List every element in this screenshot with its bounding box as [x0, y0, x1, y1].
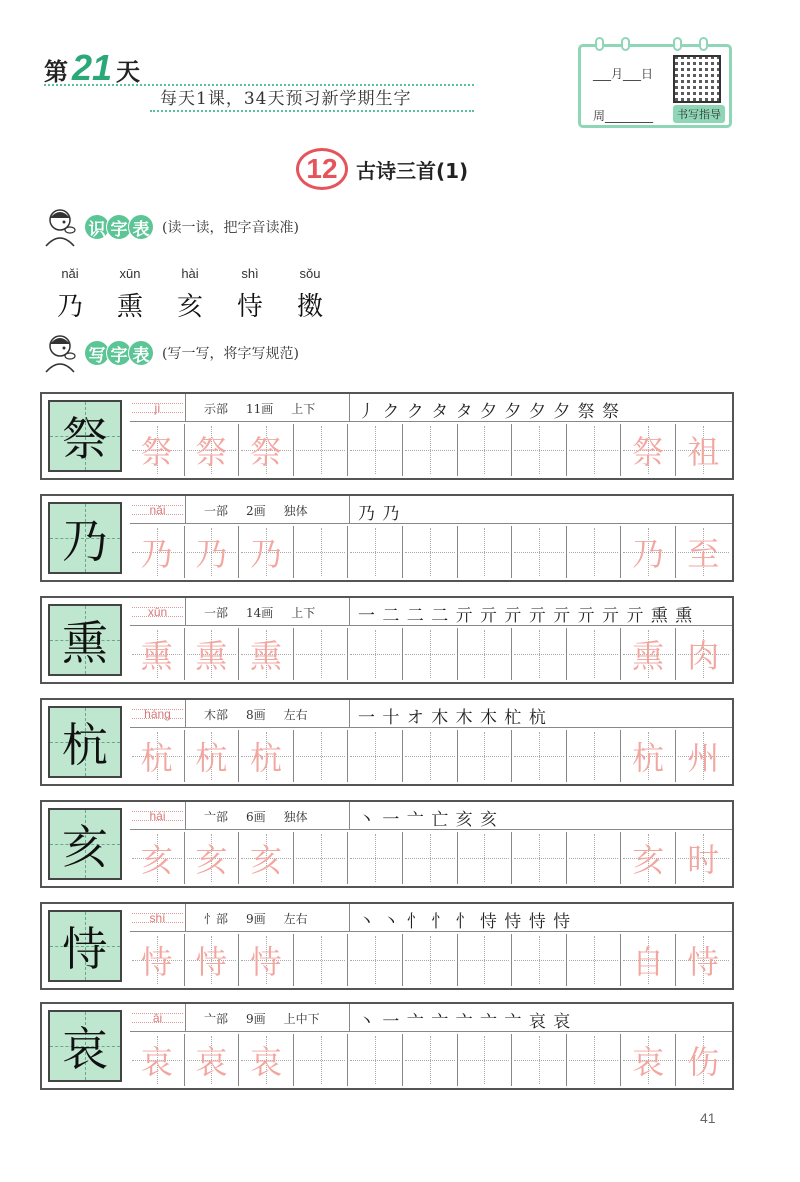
write-section-header	[40, 332, 299, 374]
character-info-row	[130, 1004, 732, 1032]
structure: 左右	[283, 707, 308, 722]
strokes-count: 11画	[246, 401, 274, 416]
pinyin: nǎi	[61, 266, 79, 281]
practice-cell[interactable]	[403, 1034, 458, 1086]
practice-cell[interactable]	[294, 1034, 349, 1086]
practice-cell[interactable]	[294, 730, 349, 782]
practice-cell[interactable]	[185, 934, 240, 986]
practice-cell[interactable]	[403, 628, 458, 680]
practice-cell[interactable]	[348, 1034, 403, 1086]
recognize-item	[100, 266, 160, 323]
trace-character: 哀	[195, 1043, 228, 1081]
practice-cell[interactable]	[458, 832, 513, 884]
trace-character: 恃	[140, 943, 173, 981]
practice-cell[interactable]	[403, 526, 458, 578]
practice-cell[interactable]	[239, 628, 294, 680]
pinyin-box[interactable]: hài	[130, 802, 186, 830]
trace-character: 哀	[632, 1043, 665, 1081]
practice-grid	[130, 628, 731, 680]
pinyin-box[interactable]: shì	[130, 904, 186, 932]
practice-cell[interactable]	[348, 730, 403, 782]
practice-cell[interactable]	[458, 424, 513, 476]
model-character-box	[48, 1010, 122, 1082]
practice-cell[interactable]	[621, 1034, 676, 1086]
practice-cell[interactable]	[185, 832, 240, 884]
strokes-count: 2画	[246, 503, 266, 518]
character: 擞	[296, 292, 323, 322]
trace-character: 乃	[249, 535, 282, 573]
badge-char: 字	[106, 214, 132, 240]
practice-cell[interactable]	[621, 730, 676, 782]
character: 亥	[176, 292, 203, 322]
pinyin: hài	[181, 266, 199, 281]
practice-cell[interactable]	[185, 1034, 240, 1086]
trace-character: 至	[687, 535, 720, 573]
model-character: 熏	[62, 616, 108, 670]
motto: 每天1课，34天预习新学期生字	[160, 89, 412, 109]
radical: 忄部	[204, 911, 229, 926]
badge-char: 识	[84, 214, 110, 240]
date-card	[578, 44, 732, 128]
practice-cell[interactable]	[348, 628, 403, 680]
practice-cell[interactable]	[676, 1034, 731, 1086]
practice-cell[interactable]	[294, 934, 349, 986]
weekday-field: 周________	[593, 109, 654, 123]
writing-block	[40, 392, 734, 480]
trace-character: 亥	[140, 841, 173, 879]
trace-character: 祭	[195, 433, 228, 471]
recognize-item	[280, 266, 340, 323]
practice-cell[interactable]	[676, 424, 731, 476]
page-number: 41	[700, 1110, 716, 1126]
practice-cell[interactable]	[403, 730, 458, 782]
character-info-row	[130, 802, 732, 830]
practice-cell[interactable]	[130, 1034, 185, 1086]
stroke-order: 丶 丶 忄 忄 忄 恃 恃 恃 恃	[358, 912, 572, 932]
practice-cell[interactable]	[567, 424, 622, 476]
practice-cell[interactable]	[239, 1034, 294, 1086]
model-character: 乃	[62, 514, 108, 568]
binder-ring	[673, 37, 682, 51]
practice-grid	[130, 1034, 731, 1086]
recognize-item	[160, 266, 220, 323]
practice-cell[interactable]	[676, 628, 731, 680]
qr-code-icon[interactable]	[673, 55, 721, 103]
day-number: 21	[72, 47, 113, 88]
radical: 示部	[204, 401, 229, 416]
child-writing-icon	[40, 332, 82, 374]
practice-cell[interactable]	[567, 730, 622, 782]
radical: 一部	[204, 605, 229, 620]
practice-cell[interactable]	[512, 1034, 567, 1086]
trace-character: 祖	[687, 433, 720, 471]
model-character: 祭	[62, 412, 108, 466]
trace-character: 杭	[249, 739, 282, 777]
practice-cell[interactable]	[239, 424, 294, 476]
practice-cell[interactable]	[676, 526, 731, 578]
practice-cell[interactable]	[458, 526, 513, 578]
character-info-row	[130, 700, 732, 728]
structure: 左右	[283, 911, 308, 926]
character-info-row	[130, 394, 732, 422]
trace-character: 祭	[249, 433, 282, 471]
practice-cell[interactable]	[512, 424, 567, 476]
stroke-order: 一 十 オ 木 木 木 杧 杭	[358, 708, 547, 728]
practice-cell[interactable]	[458, 730, 513, 782]
recognize-item	[220, 266, 280, 323]
write-note: (写一写，将字写规范)	[162, 346, 299, 362]
practice-cell[interactable]	[348, 424, 403, 476]
strokes-count: 8画	[246, 707, 266, 722]
practice-cell[interactable]	[239, 526, 294, 578]
practice-cell[interactable]	[294, 526, 349, 578]
structure: 独体	[283, 809, 308, 824]
practice-cell[interactable]	[458, 934, 513, 986]
stroke-order: 乃 乃	[358, 504, 401, 524]
writing-block	[40, 902, 734, 990]
pinyin-box[interactable]: āi	[130, 1004, 186, 1032]
lesson-title	[296, 148, 468, 190]
practice-cell[interactable]	[567, 934, 622, 986]
trace-character: 祭	[140, 433, 173, 471]
trace-character: 时	[687, 841, 720, 879]
practice-cell[interactable]	[676, 934, 731, 986]
character-meta	[186, 904, 350, 932]
pinyin-box[interactable]: jì	[130, 394, 186, 422]
pinyin-box[interactable]: xūn	[130, 598, 186, 626]
trace-character: 恃	[687, 943, 720, 981]
practice-cell[interactable]	[403, 424, 458, 476]
character: 乃	[56, 292, 83, 322]
radical: 亠部	[204, 809, 229, 824]
practice-grid	[130, 934, 731, 986]
stroke-order: 一 二 二 二 亓 亓 亓 亓 亓 亓 亓 亓 熏 熏	[358, 606, 694, 626]
date-field: ___月___日	[593, 67, 654, 81]
pinyin-box[interactable]: háng	[130, 700, 186, 728]
trace-character: 亥	[632, 841, 665, 879]
character: 熏	[116, 292, 143, 322]
character-meta	[186, 700, 350, 728]
model-character: 杭	[62, 718, 108, 772]
practice-cell[interactable]	[512, 730, 567, 782]
lesson-name: 古诗三首(1)	[356, 158, 469, 183]
trace-character: 祭	[632, 433, 665, 471]
practice-cell[interactable]	[348, 934, 403, 986]
practice-cell[interactable]	[512, 628, 567, 680]
model-character-box	[48, 502, 122, 574]
practice-cell[interactable]	[130, 730, 185, 782]
child-reading-icon	[40, 206, 82, 248]
character-info-row	[130, 496, 732, 524]
practice-cell[interactable]	[130, 628, 185, 680]
stroke-order: 丶 一 亠 亡 亥 亥	[358, 810, 499, 830]
structure: 上中下	[283, 1011, 320, 1026]
practice-cell[interactable]	[676, 832, 731, 884]
model-character-box	[48, 604, 122, 676]
trace-character: 州	[687, 739, 720, 777]
badge-char: 字	[106, 340, 132, 366]
recognize-note: (读一读，把字音读准)	[162, 220, 299, 236]
trace-character: 哀	[249, 1043, 282, 1081]
radical: 亠部	[204, 1011, 229, 1026]
practice-cell[interactable]	[512, 526, 567, 578]
practice-cell[interactable]	[185, 526, 240, 578]
practice-cell[interactable]	[567, 628, 622, 680]
practice-grid	[130, 424, 731, 476]
strokes-count: 9画	[246, 911, 266, 926]
practice-cell[interactable]	[567, 832, 622, 884]
pinyin: shì	[241, 266, 259, 281]
practice-cell[interactable]	[621, 628, 676, 680]
trace-character: 乃	[632, 535, 665, 573]
motto-underline	[150, 110, 474, 112]
practice-cell[interactable]	[294, 424, 349, 476]
practice-cell[interactable]	[294, 832, 349, 884]
model-character: 亥	[62, 820, 108, 874]
practice-cell[interactable]	[348, 526, 403, 578]
strokes-count: 14画	[246, 605, 274, 620]
practice-grid	[130, 526, 731, 578]
practice-cell[interactable]	[294, 628, 349, 680]
badge-char: 写	[84, 340, 110, 366]
character-meta	[186, 598, 350, 626]
binder-ring	[621, 37, 630, 51]
writing-block	[40, 1002, 734, 1090]
practice-cell[interactable]	[185, 424, 240, 476]
practice-cell[interactable]	[239, 832, 294, 884]
practice-cell[interactable]	[130, 424, 185, 476]
stroke-order: 丿 ク ク タ タ 夕 夕 夕 夕 祭 祭	[358, 402, 621, 422]
strokes-count: 9画	[246, 1011, 266, 1026]
trace-character: 自	[632, 943, 665, 981]
model-character-box	[48, 400, 122, 472]
trace-character: 熏	[632, 637, 665, 675]
trace-character: 恃	[195, 943, 228, 981]
practice-cell[interactable]	[403, 934, 458, 986]
model-character-box	[48, 910, 122, 982]
trace-character: 亥	[249, 841, 282, 879]
practice-cell[interactable]	[621, 934, 676, 986]
day-prefix: 第	[44, 57, 68, 86]
binder-ring	[699, 37, 708, 51]
practice-cell[interactable]	[185, 730, 240, 782]
character-meta	[186, 496, 350, 524]
writing-block	[40, 800, 734, 888]
trace-character: 杭	[632, 739, 665, 777]
trace-character: 乃	[140, 535, 173, 573]
practice-cell[interactable]	[676, 730, 731, 782]
practice-cell[interactable]	[567, 526, 622, 578]
model-character: 恃	[62, 922, 108, 976]
pinyin: xūn	[119, 266, 141, 281]
structure: 上下	[291, 605, 316, 620]
badge-char: 表	[128, 214, 154, 240]
strokes-count: 6画	[246, 809, 266, 824]
practice-cell[interactable]	[239, 730, 294, 782]
practice-cell[interactable]	[458, 1034, 513, 1086]
trace-character: 亥	[195, 841, 228, 879]
practice-cell[interactable]	[567, 1034, 622, 1086]
trace-character: 恃	[249, 943, 282, 981]
day-title	[44, 47, 141, 88]
practice-cell[interactable]	[512, 934, 567, 986]
practice-cell[interactable]	[621, 424, 676, 476]
practice-cell[interactable]	[348, 832, 403, 884]
day-suffix: 天	[116, 57, 141, 86]
trace-character: 哀	[140, 1043, 173, 1081]
character-info-row	[130, 598, 732, 626]
structure: 独体	[283, 503, 308, 518]
recognize-badge	[84, 214, 150, 240]
write-badge	[84, 340, 150, 366]
trace-character: 熏	[195, 637, 228, 675]
pinyin-box[interactable]: nǎi	[130, 496, 186, 524]
pinyin: sǒu	[299, 266, 321, 281]
recognize-list	[40, 266, 340, 323]
trace-character: 熏	[140, 637, 173, 675]
writing-block	[40, 596, 734, 684]
badge-char: 表	[128, 340, 154, 366]
trace-character: 杭	[140, 739, 173, 777]
recognize-item	[40, 266, 100, 323]
character-meta	[186, 1004, 350, 1032]
practice-cell[interactable]	[458, 628, 513, 680]
character-meta	[186, 394, 350, 422]
radical: 木部	[204, 707, 229, 722]
practice-cell[interactable]	[403, 832, 458, 884]
trace-character: 伤	[687, 1043, 720, 1081]
binder-ring	[595, 37, 604, 51]
practice-cell[interactable]	[130, 934, 185, 986]
trace-character: 肉	[687, 637, 720, 675]
character-meta	[186, 802, 350, 830]
trace-character: 杭	[195, 739, 228, 777]
character-info-row	[130, 904, 732, 932]
practice-cell[interactable]	[512, 832, 567, 884]
practice-cell[interactable]	[621, 832, 676, 884]
lesson-number: 12	[296, 148, 348, 190]
practice-grid	[130, 730, 731, 782]
practice-cell[interactable]	[239, 934, 294, 986]
model-character-box	[48, 706, 122, 778]
model-character: 哀	[62, 1022, 108, 1076]
practice-grid	[130, 832, 731, 884]
practice-cell[interactable]	[185, 628, 240, 680]
writing-block	[40, 698, 734, 786]
writing-block	[40, 494, 734, 582]
character: 恃	[236, 292, 263, 322]
qr-label: 书写指导	[673, 105, 725, 123]
practice-cell[interactable]	[130, 832, 185, 884]
stroke-order: 丶 一 亠 亠 亠 亠 亠 哀 哀	[358, 1012, 572, 1032]
structure: 上下	[291, 401, 316, 416]
trace-character: 乃	[195, 535, 228, 573]
practice-cell[interactable]	[621, 526, 676, 578]
recognize-section-header	[40, 206, 299, 248]
model-character-box	[48, 808, 122, 880]
practice-cell[interactable]	[130, 526, 185, 578]
radical: 一部	[204, 503, 229, 518]
trace-character: 熏	[249, 637, 282, 675]
